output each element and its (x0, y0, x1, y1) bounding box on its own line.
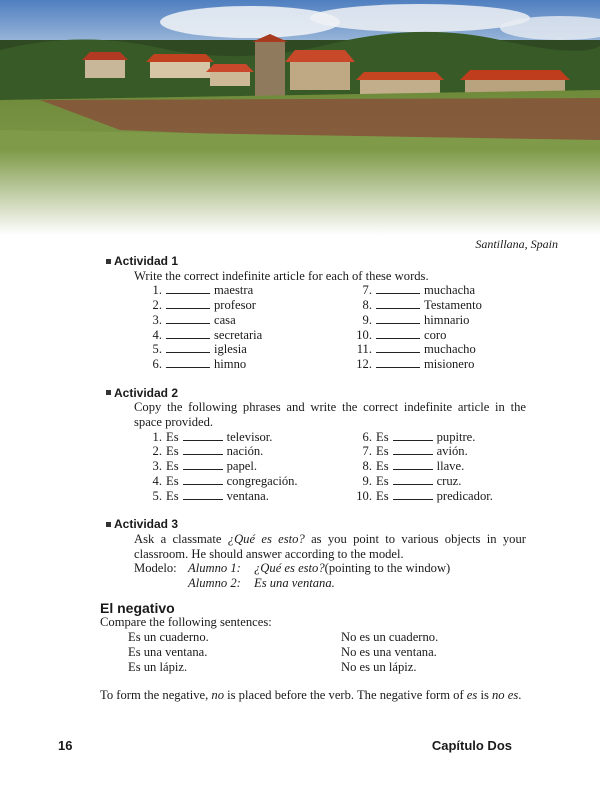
list-item: 4. secretaria (152, 327, 263, 342)
answer-blank (393, 430, 433, 441)
negative-sentence: No es una ventana. (341, 644, 437, 659)
list-item: 12. misionero (356, 356, 475, 371)
list-item: 5. Es ventana. (152, 488, 269, 503)
list-item: 8. Es llave. (362, 459, 465, 474)
list-item: 7. muchacha (362, 283, 476, 298)
list-item: 9. Es cruz. (362, 473, 462, 488)
photo-caption: Santillana, Spain (475, 237, 558, 251)
answer-blank (393, 459, 433, 470)
list-item: 4. Es congregación. (152, 473, 298, 488)
answer-blank (183, 474, 223, 485)
negative-section-title: El negativo (100, 599, 175, 616)
answer-blank (166, 283, 210, 294)
answer-blank (166, 342, 210, 353)
list-item: 2. profesor (152, 298, 256, 313)
page-number: 16 (58, 738, 73, 753)
list-item: 11. muchacho (356, 342, 476, 357)
chapter-title: Capítulo Dos (431, 738, 512, 753)
list-item: 10. Es predicador. (356, 488, 493, 503)
answer-blank (376, 283, 420, 294)
answer-blank (376, 328, 420, 339)
answer-blank (183, 430, 223, 441)
list-item: 6. himno (152, 356, 247, 371)
activity2-heading: Actividad 2 (106, 386, 526, 401)
answer-blank (166, 298, 210, 309)
list-item: 2. Es nación. (152, 444, 264, 459)
answer-blank (166, 357, 210, 368)
answer-blank (183, 459, 223, 470)
list-item: 6. Es pupitre. (362, 429, 476, 444)
list-item: 5. iglesia (152, 342, 247, 357)
activity3-instruction: Ask a classmate ¿Qué es esto? as you point to various objects in your classroom. He should answer according to the model. (134, 531, 526, 561)
answer-blank (376, 313, 420, 324)
negative-examples (128, 630, 526, 674)
answer-blank (166, 313, 210, 324)
village-photo (0, 0, 600, 235)
positive-sentence: Es un cuaderno. (128, 630, 209, 645)
answer-blank (376, 357, 420, 368)
list-item: 1. maestra (152, 283, 254, 298)
negative-instruction: Compare the following sentences: (100, 615, 272, 630)
activity3-model: Modelo: Alumno 1: ¿Qué es esto? (pointing to the window) Alumno 2: Es una ventana. (134, 561, 451, 591)
activity1-items (144, 283, 526, 371)
answer-blank (393, 489, 433, 500)
answer-blank (376, 298, 420, 309)
square-bullet-icon (106, 390, 111, 395)
activity2-items (144, 430, 526, 504)
answer-blank (166, 328, 210, 339)
positive-sentence: Es un lápiz. (128, 659, 188, 674)
list-item: 10. coro (356, 327, 447, 342)
answer-blank (376, 342, 420, 353)
list-item: 9. himnario (362, 312, 470, 327)
negative-sentence: No es un cuaderno. (341, 630, 439, 645)
list-item: 8. Testamento (362, 298, 482, 313)
answer-blank (183, 444, 223, 455)
answer-blank (393, 444, 433, 455)
list-item: 3. Es papel. (152, 459, 258, 474)
activity2-instruction: Copy the following phrases and write the correct indefinite article in the space provided. (134, 400, 526, 430)
activity1-heading: Actividad 1 (106, 254, 526, 269)
square-bullet-icon (106, 259, 111, 264)
worksheet-content (100, 254, 526, 703)
negative-rule: To form the negative, no is placed before the verb. The negative form of es is no es. (100, 688, 522, 703)
list-item: 1. Es televisor. (152, 429, 273, 444)
list-item: 7. Es avión. (362, 444, 468, 459)
square-bullet-icon (106, 522, 111, 527)
activity3-heading: Actividad 3 (106, 517, 526, 532)
answer-blank (393, 474, 433, 485)
answer-blank (183, 489, 223, 500)
list-item: 3. casa (152, 312, 236, 327)
negative-sentence: No es un lápiz. (341, 659, 417, 674)
activity1-instruction: Write the correct indefinite article for each of these words. (134, 268, 429, 283)
positive-sentence: Es una ventana. (128, 644, 208, 659)
